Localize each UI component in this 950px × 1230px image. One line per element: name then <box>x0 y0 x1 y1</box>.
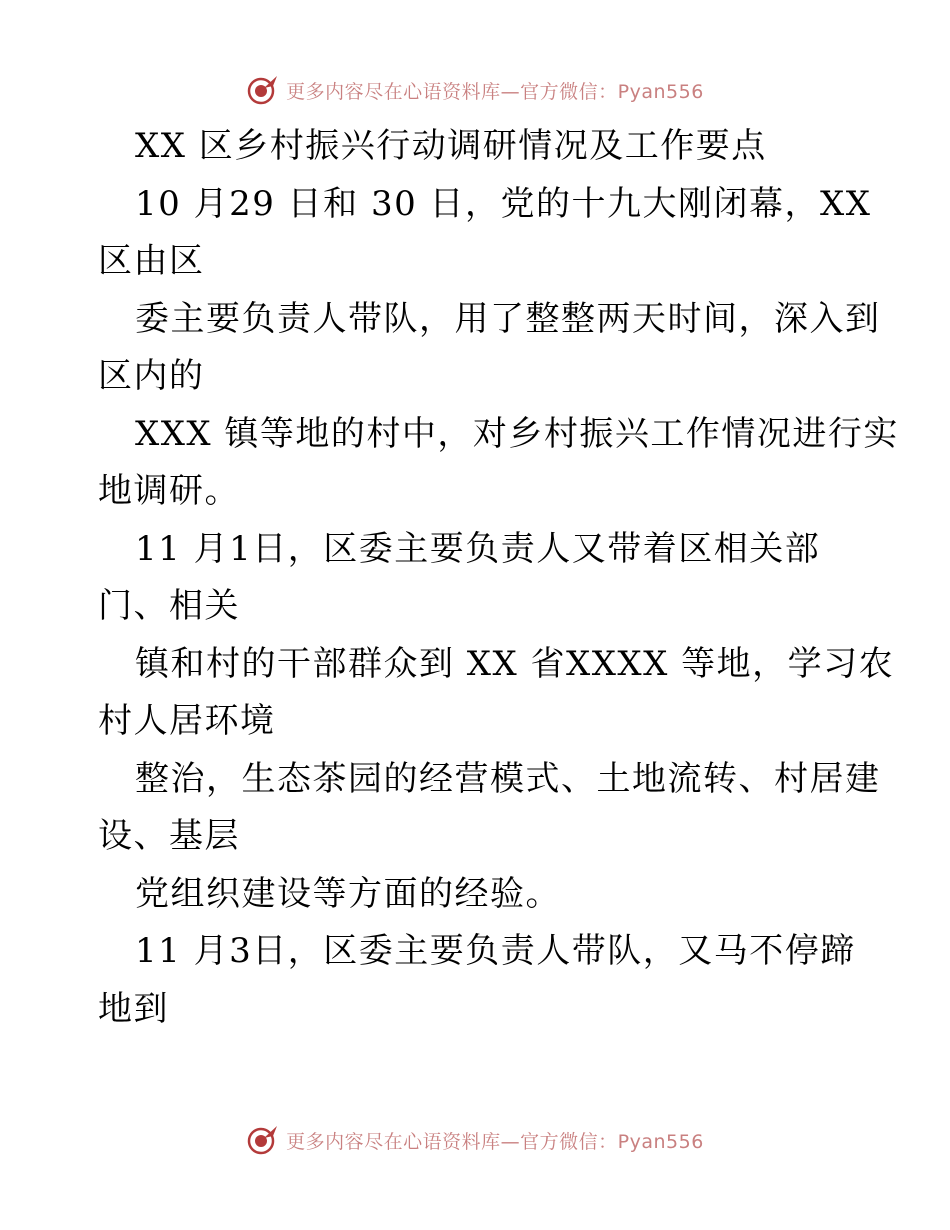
document-line: XXX 镇等地的村中，对乡村振兴工作情况进行实 <box>135 413 899 454</box>
header-banner <box>0 70 950 110</box>
quill-seal-icon <box>246 73 280 107</box>
quill-seal-icon <box>246 1123 280 1157</box>
footer-banner <box>0 1120 950 1160</box>
document-line: 11 月1日，区委主要负责人又带着区相关部 <box>135 528 821 569</box>
document-line: 整治，生态茶园的经营模式、土地流转、村居建 <box>135 758 881 799</box>
document-line: 镇和村的干部群众到 XX 省XXXX 等地，学习农 <box>135 643 895 684</box>
document-line: 10 月29 日和 30 日，党的十九大刚闭幕，XX <box>135 183 872 224</box>
footer-banner-text: 更多内容尽在心语资料库—官方微信：Pyan556 <box>286 1130 704 1153</box>
document-line: 村人居环境 <box>98 701 276 741</box>
document-line: 地到 <box>98 988 169 1029</box>
document-line: 委主要负责人带队，用了整整两天时间，深入到 <box>135 298 881 339</box>
document-line: 设、基层 <box>98 816 240 856</box>
document-line: 11 月3日，区委主要负责人带队，又马不停蹄 <box>135 931 856 971</box>
document-line: 门、相关 <box>98 586 240 626</box>
document-line: 区内的 <box>98 356 205 396</box>
document-line: 区由区 <box>98 241 205 281</box>
document-line: 党组织建设等方面的经验。 <box>135 873 561 914</box>
document-title: XX 区乡村振兴行动调研情况及工作要点 <box>135 126 767 166</box>
document-body <box>98 118 899 1038</box>
document-line: 地调研。 <box>98 471 240 511</box>
header-banner-text: 更多内容尽在心语资料库—官方微信：Pyan556 <box>286 80 704 103</box>
